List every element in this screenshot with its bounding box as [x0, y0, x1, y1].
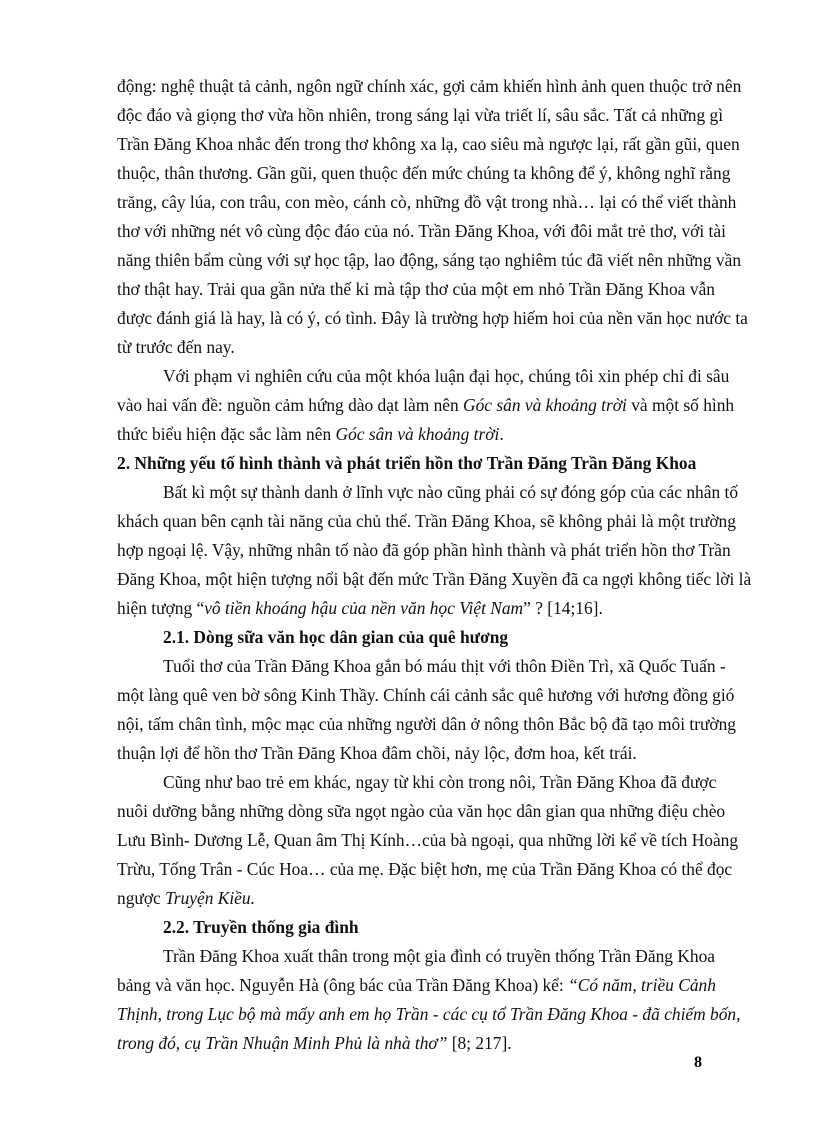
text-line: Đăng Khoa, một hiện tượng nổi bật đến mức Trần Đăng Xuyền đã ca ngợi không tiếc lời là — [117, 569, 752, 589]
text-line: một làng quê ven bờ sông Kinh Thầy. Chính cái cảnh sắc quê hương với hương đồng gió — [117, 685, 735, 705]
text-line — [117, 595, 715, 621]
text-line: động: nghệ thuật tả cảnh, ngôn ngữ chính xác, gợi cảm khiến hình ảnh quen thuộc trở nên — [117, 76, 742, 96]
text-segment: vào hai vấn đề: nguồn cảm hứng dào dạt làm nên — [117, 395, 464, 415]
book-title: Truyện Kiều. — [165, 888, 255, 908]
subsection-heading: 2.2. Truyền thống gia đình — [163, 917, 359, 937]
book-title: Góc sân và khoảng trời — [463, 395, 627, 415]
text-segment: hiện tượng “ — [117, 598, 205, 618]
quote: Thịnh, trong Lục bộ mà mấy anh em họ Trần - các cụ tổ Trần Đăng Khoa - đã chiếm bốn, — [117, 1004, 741, 1024]
text-segment: thức biểu hiện đặc sắc làm nên — [117, 424, 336, 444]
quote: vô tiền khoáng hậu của nền văn học Việt Nam — [204, 598, 524, 618]
text-line — [117, 1001, 741, 1027]
text-line: hợp ngoại lệ. Vậy, những nhân tố nào đã góp phần hình thành và phát triển hồn thơ Trần — [117, 540, 731, 560]
text-line: nội, tấm chân tình, mộc mạc của những người dân ở nông thôn Bắc bộ đã tạo môi trường — [117, 714, 737, 734]
text-line — [117, 392, 735, 418]
text-line: từ trước đến nay. — [117, 337, 235, 357]
section-heading: 2. Những yếu tố hình thành và phát triển hồn thơ Trần Đăng Trần Đăng Khoa — [117, 453, 697, 473]
text-line — [117, 1030, 715, 1056]
text-segment: . — [499, 424, 504, 444]
text-line — [117, 885, 715, 911]
text-line: Cũng như bao trẻ em khác, ngay từ khi còn trong nôi, Trần Đăng Khoa đã được — [163, 772, 717, 792]
subsection-heading: 2.1. Dòng sữa văn học dân gian của quê hương — [163, 627, 509, 647]
text-line: được đánh giá là hay, là có ý, có tình. Đây là trường hợp hiếm hoi của nền văn học nước ta — [117, 308, 748, 328]
text-line: thơ thật hay. Trải qua gần nửa thế kỉ mà tập thơ của một em nhỏ Trần Đăng Khoa vẫn — [117, 279, 715, 299]
text-line: Lưu Bình- Dương Lễ, Quan âm Thị Kính…của bà ngoại, qua những lời kể về tích Hoàng — [117, 830, 739, 850]
text-line: nuôi dưỡng bằng những dòng sữa ngọt ngào của văn học dân gian qua những điệu chèo — [117, 801, 726, 821]
text-line — [117, 421, 715, 447]
text-line: khách quan bên cạnh tài năng của chủ thể. Trần Đăng Khoa, sẽ không phải là một trường — [117, 511, 736, 531]
text-line: năng thiên bẩm cùng với sự học tập, lao động, sáng tạo nghiêm túc đã viết nên những vần — [117, 250, 742, 270]
text-segment: ” ? [14;16]. — [523, 598, 603, 618]
text-segment: bảng và văn học. Nguyễn Hà (ông bác của Trần Đăng Khoa) kể: — [117, 975, 569, 995]
text-line: Tuổi thơ của Trần Đăng Khoa gắn bó máu thịt với thôn Điền Trì, xã Quốc Tuấn - — [163, 656, 726, 676]
quote: trong đó, cụ Trần Nhuận Minh Phủ là nhà thơ” — [117, 1033, 448, 1053]
text-line: thuận lợi để hồn thơ Trần Đăng Khoa đâm chồi, nảy lộc, đơm hoa, kết trái. — [117, 743, 637, 763]
text-line: Trừu, Tống Trân - Cúc Hoa… của mẹ. Đặc biệt hơn, mẹ của Trần Đăng Khoa có thể đọc — [117, 859, 733, 879]
quote: “Có năm, triều Cảnh — [568, 975, 716, 995]
text-line: Bất kì một sự thành danh ở lĩnh vực nào cũng phải có sự đóng góp của các nhân tố — [163, 482, 739, 502]
text-segment: ngược — [117, 888, 166, 908]
book-title: Góc sân và khoảng trời — [335, 424, 500, 444]
text-line: thuộc, thân thương. Gần gũi, quen thuộc đến mức chúng ta không để ý, không nghĩ rằng — [117, 163, 731, 183]
page-number: 8 — [694, 1054, 702, 1071]
text-line: độc đáo và giọng thơ vừa hồn nhiên, trong sáng lại vừa triết lí, sâu sắc. Tất cả những gì — [117, 105, 724, 125]
text-segment: và một số hình — [626, 395, 735, 415]
text-line — [117, 972, 715, 998]
text-segment: [8; 217]. — [447, 1033, 512, 1053]
text-line: Trần Đăng Khoa xuất thân trong một gia đình có truyền thống Trần Đăng Khoa — [163, 946, 715, 966]
text-line: Với phạm vi nghiên cứu của một khóa luận đại học, chúng tôi xin phép chỉ đi sâu — [163, 366, 730, 386]
text-line: thơ với những nét vô cùng độc đáo của nó. Trần Đăng Khoa, với đôi mắt trẻ thơ, với tài — [117, 221, 726, 241]
text-line: Trần Đăng Khoa nhắc đến trong thơ không xa lạ, cao siêu mà ngược lại, rất gần gũi, quen — [117, 134, 740, 154]
text-line: trăng, cây lúa, con trâu, con mèo, cánh cò, những đồ vật trong nhà… lại có thể viết thành — [117, 192, 737, 212]
